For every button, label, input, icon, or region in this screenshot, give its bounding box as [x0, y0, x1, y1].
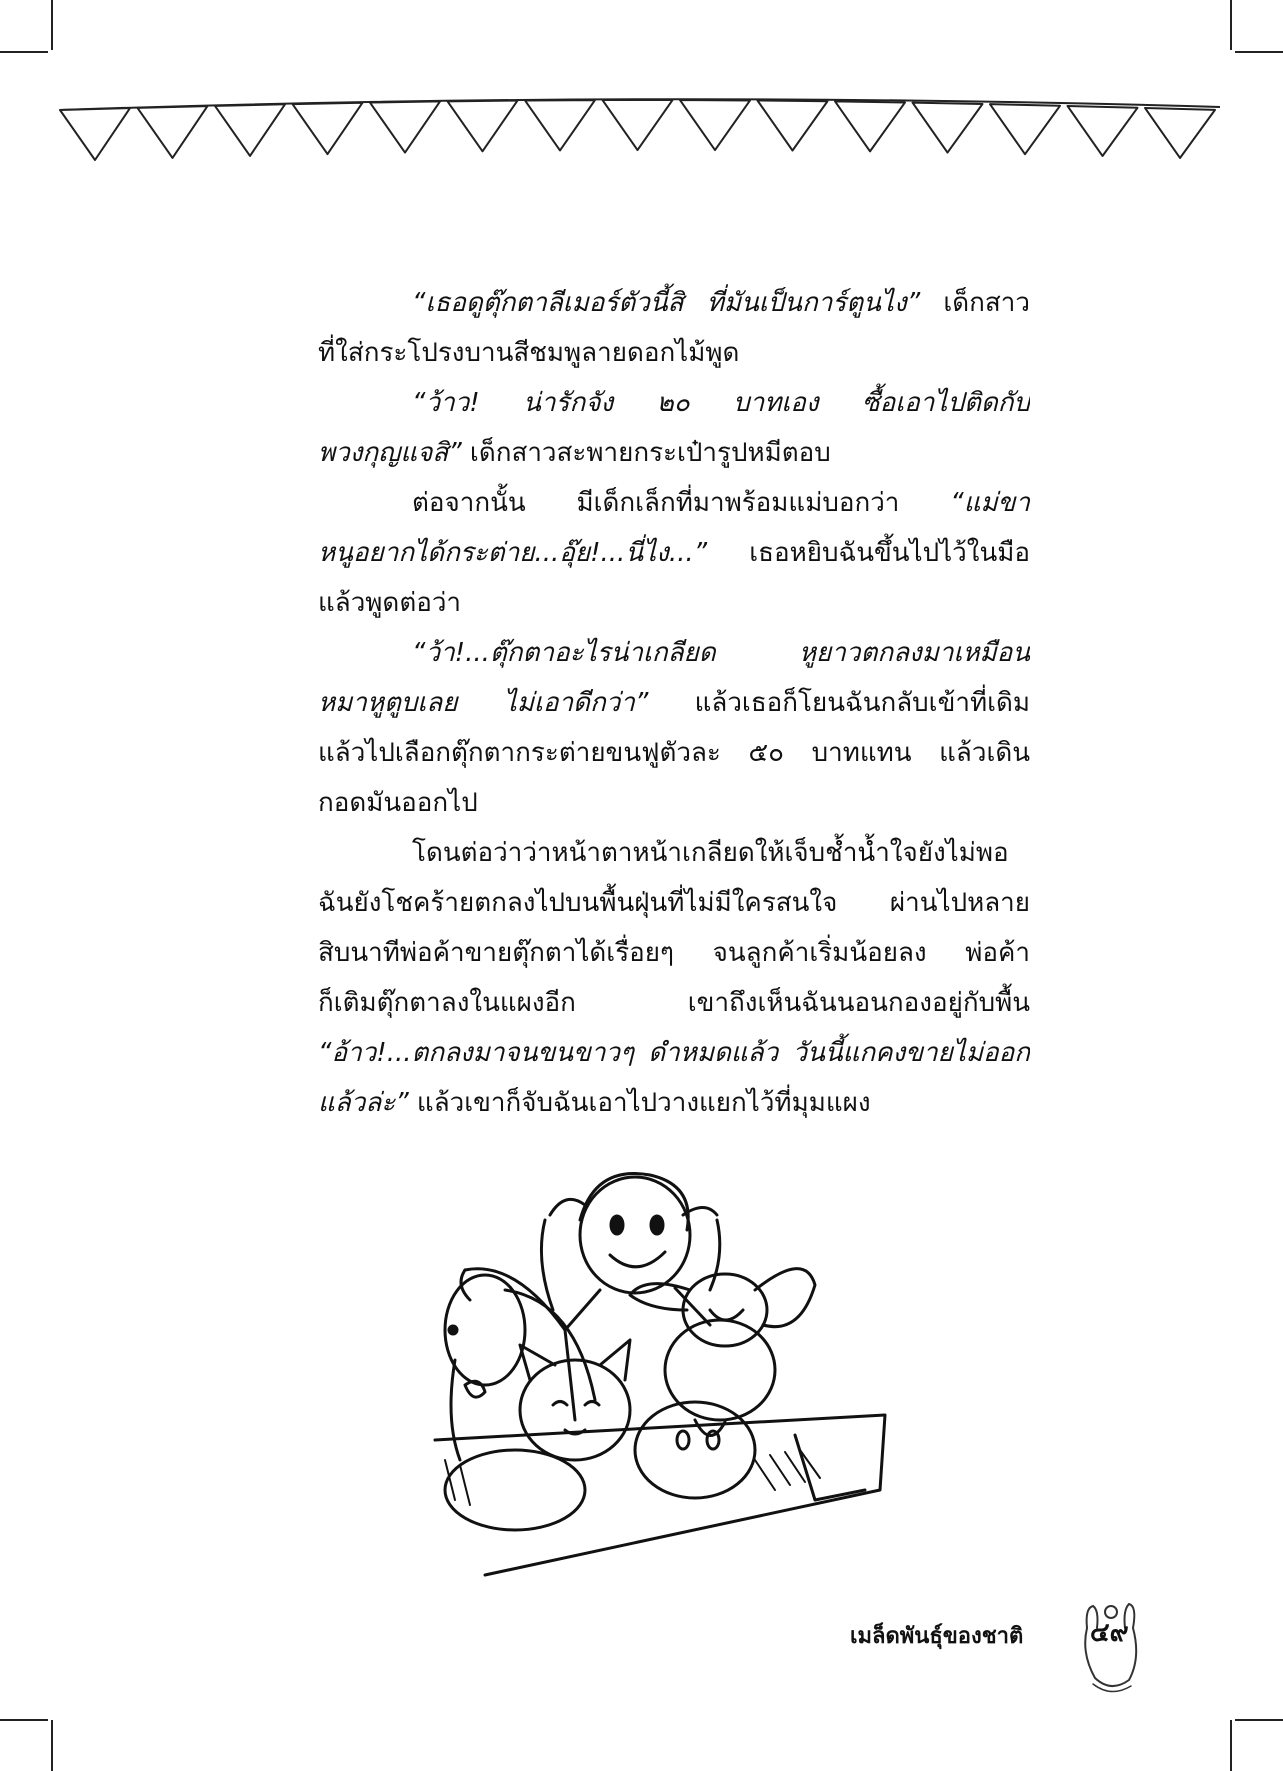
paragraph-line: ต่อจากนั้น มีเด็กเล็กที่มาพร้อมแม่บอกว่า “แม่ขา: [412, 488, 1030, 518]
page-number: ๔๙: [1090, 1618, 1129, 1648]
story-text: [318, 278, 1030, 1128]
bunting-flag: [758, 101, 828, 151]
paragraph-line: “ว้า!...ตุ๊กตาอะไรน่าเกลียด หูยาวตกลงมาเหมือน: [412, 638, 1030, 668]
bunting-flag: [60, 108, 130, 160]
paragraph-line: โดนต่อว่าว่าหน้าตาหน้าเกลียดให้เจ็บช้ำน้ำใจยังไม่พอ: [412, 838, 1009, 868]
bunting-flag: [370, 101, 440, 152]
paragraph-line: พวงกุญแจสิ” เด็กสาวสะพายกระเป๋ารูปหมีตอบ: [318, 438, 831, 468]
crop-mark: [1235, 1719, 1283, 1721]
crop-mark: [1230, 1720, 1232, 1771]
paragraph-line: แล้วล่ะ” แล้วเขาก็จับฉันเอาไปวางแยกไว้ที่มุมแผง: [318, 1088, 871, 1118]
bunting-flag: [990, 104, 1060, 154]
bunting-flag: [448, 101, 518, 152]
bunting-flag: [603, 100, 673, 150]
paragraph-line: ที่ใส่กระโปรงบานสีชมพูลายดอกไม้พูด: [318, 338, 740, 368]
bunting-flag: [1145, 108, 1215, 158]
bunting-flag: [525, 100, 595, 150]
paragraph-line: “อ้าว!...ตกลงมาจนขนขาวๆ ดำหมดแล้ว วันนี้แกคงขายไม่ออก: [318, 1038, 1030, 1068]
crop-mark: [1235, 51, 1283, 53]
paragraph-line: “เธอดูตุ๊กตาลีเมอร์ตัวนี้สิ ที่มันเป็นการ์ตูนไง” เด็กสาว: [412, 288, 1030, 318]
bunting-flag: [215, 104, 285, 156]
crop-mark: [51, 1720, 53, 1771]
paragraph-line: สิบนาทีพ่อค้าขายตุ๊กตาได้เรื่อยๆ จนลูกค้าเริ่มน้อยลง พ่อค้า: [318, 938, 1030, 968]
paragraph-line: แล้วไปเลือกตุ๊กตากระต่ายขนฟูตัวละ ๕๐ บาทแทน แล้วเดิน: [318, 738, 1030, 768]
bunting-banner: [50, 85, 1230, 185]
paragraph-line: หมาหูตูบเลย ไม่เอาดีกว่า” แล้วเธอก็โยนฉันกลับเข้าที่เดิม: [318, 688, 1030, 718]
girl-with-toys-illustration: [425, 1160, 895, 1580]
bunting-flag: [913, 103, 983, 153]
crop-mark: [0, 1719, 48, 1721]
bunting-flag: [835, 101, 905, 151]
paragraph-line: ฉันยังโชคร้ายตกลงไปบนพื้นฝุ่นที่ไม่มีใครสนใจ ผ่านไปหลาย: [318, 888, 1030, 918]
bunting-flag: [680, 100, 750, 150]
crop-mark: [51, 0, 53, 50]
crop-mark: [1230, 0, 1232, 50]
book-title: เมล็ดพันธุ์ของชาติ: [850, 1623, 1024, 1649]
paragraph-line: แล้วพูดต่อว่า: [318, 588, 462, 618]
paragraph-line: หนูอยากได้กระต่าย...อุ๊ย!...นี่ไง...” เธอหยิบฉันขึ้นไปไว้ในมือ: [318, 538, 1030, 568]
paragraph-line: ก็เติมตุ๊กตาลงในแผงอีก เขาถึงเห็นฉันนอนกองอยู่กับพื้น: [318, 988, 1030, 1018]
bunting-flag: [293, 103, 363, 154]
crop-mark: [0, 51, 48, 53]
paragraph-line: “ว้าว! น่ารักจัง ๒๐ บาทเอง ซื้อเอาไปติดกับ: [412, 388, 1030, 418]
bunting-flag: [138, 106, 208, 158]
bunting-flag: [1068, 106, 1138, 156]
paragraph-line: กอดมันออกไป: [318, 788, 478, 818]
